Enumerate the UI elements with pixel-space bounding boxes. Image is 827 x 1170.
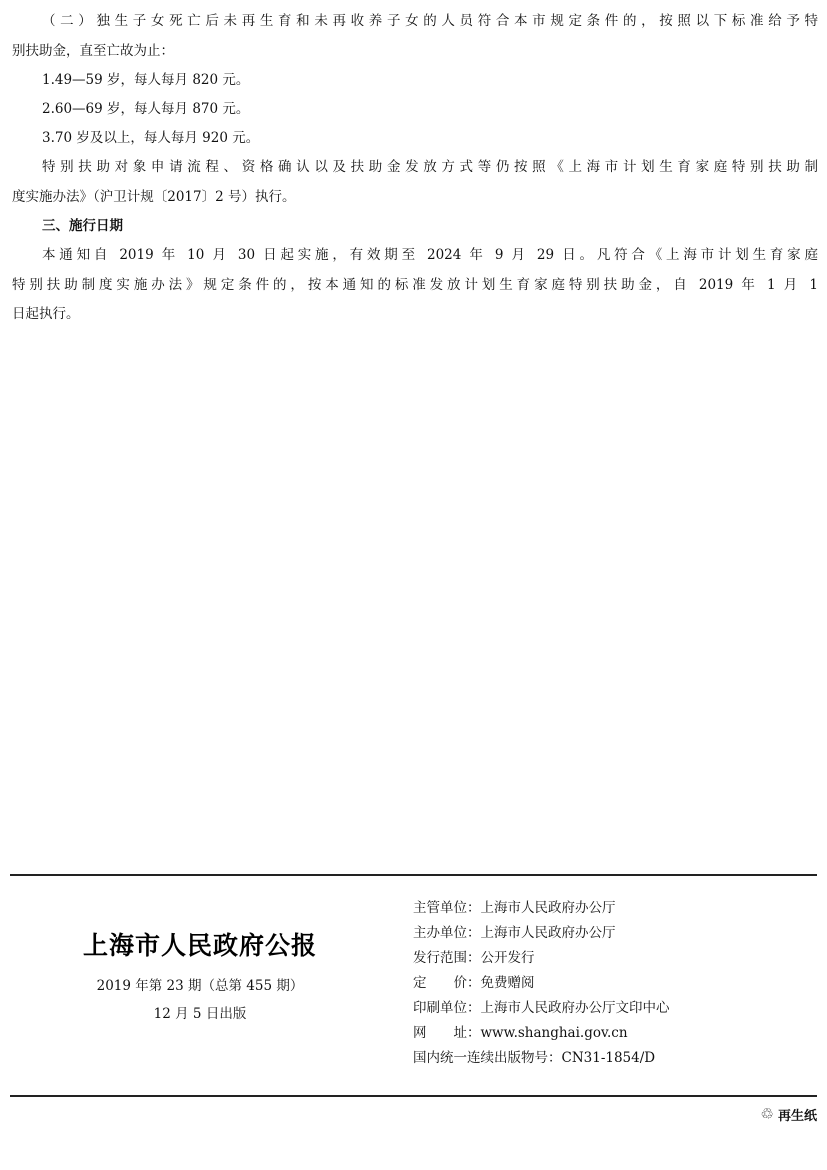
recycle-icon: ♲ <box>760 1105 774 1123</box>
paragraph-line: 别扶助金，直至亡故为止： <box>12 43 174 59</box>
paragraph-line: 特别扶助对象申请流程、资格确认以及扶助金发放方式等仍按照《上海市计划生育家庭特别扶助制 <box>42 159 818 175</box>
paragraph-line: 度实施办法》（沪卫计规〔2017〕2 号）执行。 <box>12 189 296 205</box>
paragraph-line: （二）独生子女死亡后未再生育和未再收养子女的人员符合本市规定条件的，按照以下标准给予特 <box>42 13 818 29</box>
divider <box>10 874 817 876</box>
recycled-paper-label: 再生纸 <box>777 1108 817 1124</box>
colophon-distribution: 发行范围：公开发行 <box>413 950 535 966</box>
paragraph-line: 特别扶助制度实施办法》规定条件的，按本通知的标准发放计划生育家庭特别扶助金，自 2019 年 1 月 1 <box>12 277 818 293</box>
divider <box>10 1095 817 1097</box>
recycled-paper-mark <box>761 1104 817 1124</box>
paragraph-line: 日起执行。 <box>12 306 80 322</box>
list-item: 1.49—59 岁，每人每月 820 元。 <box>42 72 250 88</box>
list-item: 2.60—69 岁，每人每月 870 元。 <box>42 101 250 117</box>
list-item: 3.70 岁及以上，每人每月 920 元。 <box>42 130 260 146</box>
paragraph-line: 本通知自 2019 年 10 月 30 日起实施，有效期至 2024 年 9 月 29 日。凡符合《上海市计划生育家庭 <box>42 247 818 263</box>
colophon <box>413 896 813 1071</box>
section-heading: 三、施行日期 <box>42 218 123 234</box>
colophon-printer: 印刷单位：上海市人民政府办公厅文印中心 <box>413 1000 670 1016</box>
masthead <box>30 924 370 1028</box>
colophon-supervisor: 主管单位：上海市人民政府办公厅 <box>413 900 616 916</box>
colophon-price: 定 价：免费赠阅 <box>413 975 535 991</box>
issue-number: 2019 年第 23 期（总第 455 期） <box>96 978 304 994</box>
colophon-sponsor: 主办单位：上海市人民政府办公厅 <box>413 925 616 941</box>
publication-title: 上海市人民政府公报 <box>82 931 317 960</box>
colophon-website: 网 址：www.shanghai.gov.cn <box>413 1025 628 1041</box>
publication-date: 12 月 5 日出版 <box>153 1006 247 1022</box>
colophon-serial-number: 国内统一连续出版物号：CN31-1854/D <box>413 1050 656 1066</box>
